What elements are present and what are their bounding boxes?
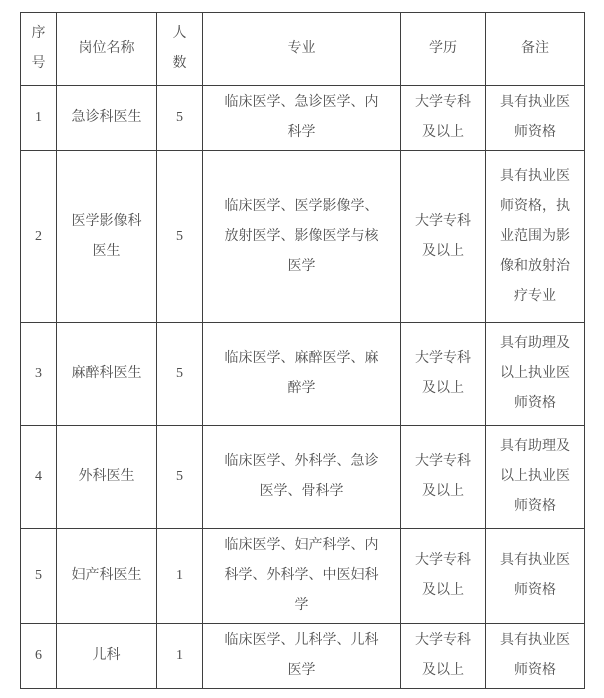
cell-no: 1 (21, 86, 57, 151)
cell-position: 急诊科医生 (57, 86, 157, 151)
table-row (21, 151, 585, 323)
cell-education: 大学专科及以上 (401, 151, 486, 323)
cell-major: 临床医学、医学影像学、放射医学、影像医学与核医学 (203, 151, 401, 323)
cell-education: 大学专科及以上 (401, 323, 486, 426)
table-row (21, 323, 585, 426)
cell-no: 4 (21, 426, 57, 529)
col-header-education: 学历 (401, 13, 486, 86)
col-header-remark: 备注 (486, 13, 585, 86)
col-header-count: 人数 (157, 13, 203, 86)
cell-education: 大学专科及以上 (401, 529, 486, 624)
cell-position: 儿科 (57, 624, 157, 689)
cell-no: 5 (21, 529, 57, 624)
cell-major: 临床医学、麻醉医学、麻醉学 (203, 323, 401, 426)
cell-education: 大学专科及以上 (401, 86, 486, 151)
cell-remark: 具有执业医师资格 (486, 86, 585, 151)
cell-remark: 具有执业医师资格 (486, 624, 585, 689)
cell-education: 大学专科及以上 (401, 426, 486, 529)
table-header-row (21, 13, 585, 86)
cell-position: 妇产科医生 (57, 529, 157, 624)
cell-remark: 具有助理及以上执业医师资格 (486, 323, 585, 426)
cell-position: 麻醉科医生 (57, 323, 157, 426)
cell-no: 3 (21, 323, 57, 426)
cell-education: 大学专科及以上 (401, 624, 486, 689)
cell-no: 2 (21, 151, 57, 323)
table-row (21, 86, 585, 151)
cell-major: 临床医学、急诊医学、内科学 (203, 86, 401, 151)
cell-position: 医学影像科医生 (57, 151, 157, 323)
table-row (21, 624, 585, 689)
col-header-major: 专业 (203, 13, 401, 86)
cell-remark: 具有助理及以上执业医师资格 (486, 426, 585, 529)
cell-position: 外科医生 (57, 426, 157, 529)
cell-major: 临床医学、外科学、急诊医学、骨科学 (203, 426, 401, 529)
cell-count: 5 (157, 86, 203, 151)
col-header-position: 岗位名称 (57, 13, 157, 86)
cell-count: 5 (157, 426, 203, 529)
table-row (21, 529, 585, 624)
cell-no: 6 (21, 624, 57, 689)
cell-major: 临床医学、妇产科学、内科学、外科学、中医妇科学 (203, 529, 401, 624)
col-header-no: 序号 (21, 13, 57, 86)
cell-remark: 具有执业医师资格 (486, 529, 585, 624)
recruitment-table (20, 12, 585, 689)
cell-major: 临床医学、儿科学、儿科医学 (203, 624, 401, 689)
cell-remark: 具有执业医师资格，执业范围为影像和放射治疗专业 (486, 151, 585, 323)
cell-count: 5 (157, 323, 203, 426)
cell-count: 1 (157, 624, 203, 689)
cell-count: 1 (157, 529, 203, 624)
cell-count: 5 (157, 151, 203, 323)
table-row (21, 426, 585, 529)
